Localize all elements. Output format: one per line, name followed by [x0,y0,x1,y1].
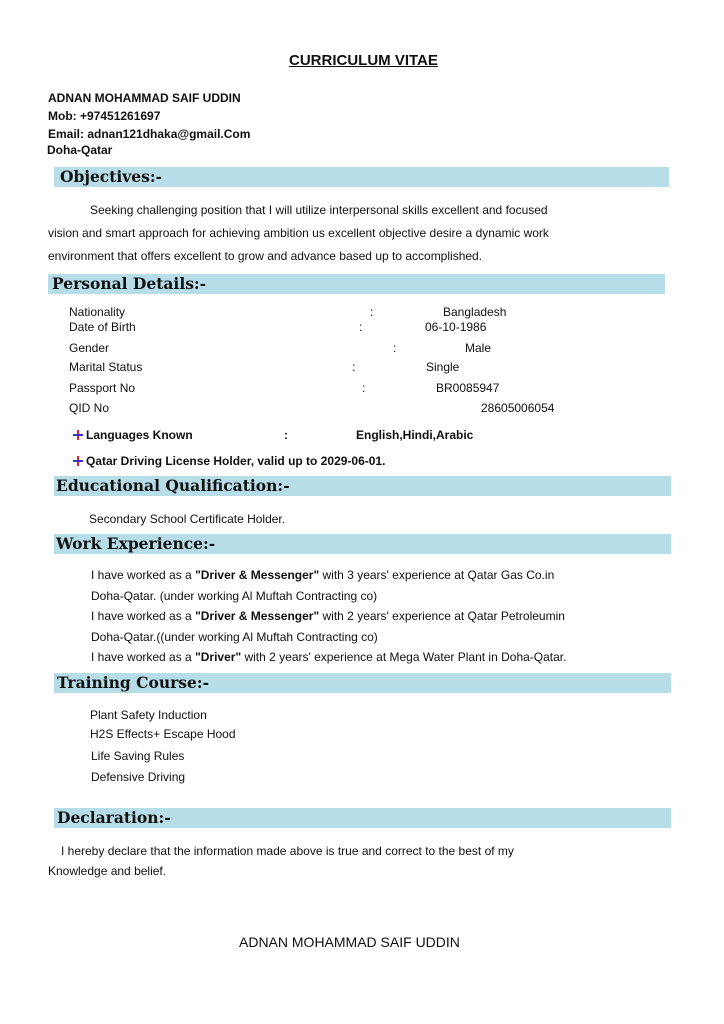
detail-value-dob: 06-10-1986 [425,320,487,334]
license-text: Qatar Driving License Holder, valid up to 2029-06-01. [86,454,386,468]
training-heading-band [54,673,671,693]
detail-value-passport: BR0085947 [436,381,500,395]
training-item: Defensive Driving [91,770,186,784]
training-item: Plant Safety Induction [90,708,207,722]
detail-value-nationality: Bangladesh [443,305,507,319]
training-item: Life Saving Rules [91,749,185,763]
location: Doha-Qatar [47,143,113,157]
detail-colon: : [284,428,288,442]
languages-value: English,Hindi,Arabic [356,428,474,442]
license-row [73,454,385,468]
page-title: CURRICULUM VITAE [289,52,438,69]
detail-label-passport: Passport No [69,381,136,395]
detail-label-marital-status: Marital Status [69,360,143,374]
plus-arrow-bullet-icon [73,456,83,466]
detail-colon: : [359,320,363,334]
detail-label-gender: Gender [69,341,110,355]
detail-value-qid: 28605006054 [481,401,555,415]
work-line: Doha-Qatar. (under working Al Muftah Contracting co) [91,589,378,603]
detail-colon: : [362,381,366,395]
detail-label-dob: Date of Birth [69,320,136,334]
detail-value-marital-status: Single [426,360,460,374]
signature-name: ADNAN MOHAMMAD SAIF UDDIN [239,934,460,950]
detail-colon: : [393,341,397,355]
work-line: I have worked as a "Driver" with 2 years' experience at Mega Water Plant in Doha-Qatar. [91,650,567,664]
detail-colon: : [352,360,356,374]
languages-label: Languages Known [86,428,193,442]
work-line: I have worked as a "Driver & Messenger" with 3 years' experience at Qatar Gas Co.in [91,568,555,582]
objectives-heading: Objectives:- [60,167,163,186]
languages-row [73,428,193,442]
declaration-heading-band [54,808,671,828]
education-heading: Educational Qualification:- [56,476,290,495]
work-heading: Work Experience:- [56,534,216,553]
training-item: H2S Effects+ Escape Hood [90,727,236,741]
work-line: I have worked as a "Driver & Messenger" with 2 years' experience at Qatar Petroleumin [91,609,565,623]
detail-label-qid: QID No [69,401,110,415]
objective-line: environment that offers excellent to grow and advance based up to accomplished. [48,249,483,263]
objectives-heading-band [54,167,669,187]
objective-line: vision and smart approach for achieving ambition us excellent objective desire a dynamic work [48,226,549,240]
detail-label-nationality: Nationality [69,305,126,319]
work-heading-band [54,534,671,554]
plus-arrow-bullet-icon [73,430,83,440]
work-line: Doha-Qatar.((under working Al Muftah Contracting co) [91,630,378,644]
training-heading: Training Course:- [57,673,210,692]
personal-details-heading: Personal Details:- [52,274,207,293]
mobile-number: Mob: +97451261697 [48,109,161,123]
candidate-name: ADNAN MOHAMMAD SAIF UDDIN [48,91,241,105]
personal-details-heading-band [48,274,665,294]
declaration-line: Knowledge and belief. [48,864,167,878]
education-text: Secondary School Certificate Holder. [89,512,286,526]
objective-line: Seeking challenging position that I will utilize interpersonal skills excellent and focused [90,203,548,217]
declaration-line: I hereby declare that the information made above is true and correct to the best of my [61,844,514,858]
detail-colon: : [370,305,374,319]
declaration-heading: Declaration:- [57,808,171,827]
education-heading-band [54,476,671,496]
detail-value-gender: Male [465,341,492,355]
email-address: Email: adnan121dhaka@gmail.Com [48,127,251,141]
